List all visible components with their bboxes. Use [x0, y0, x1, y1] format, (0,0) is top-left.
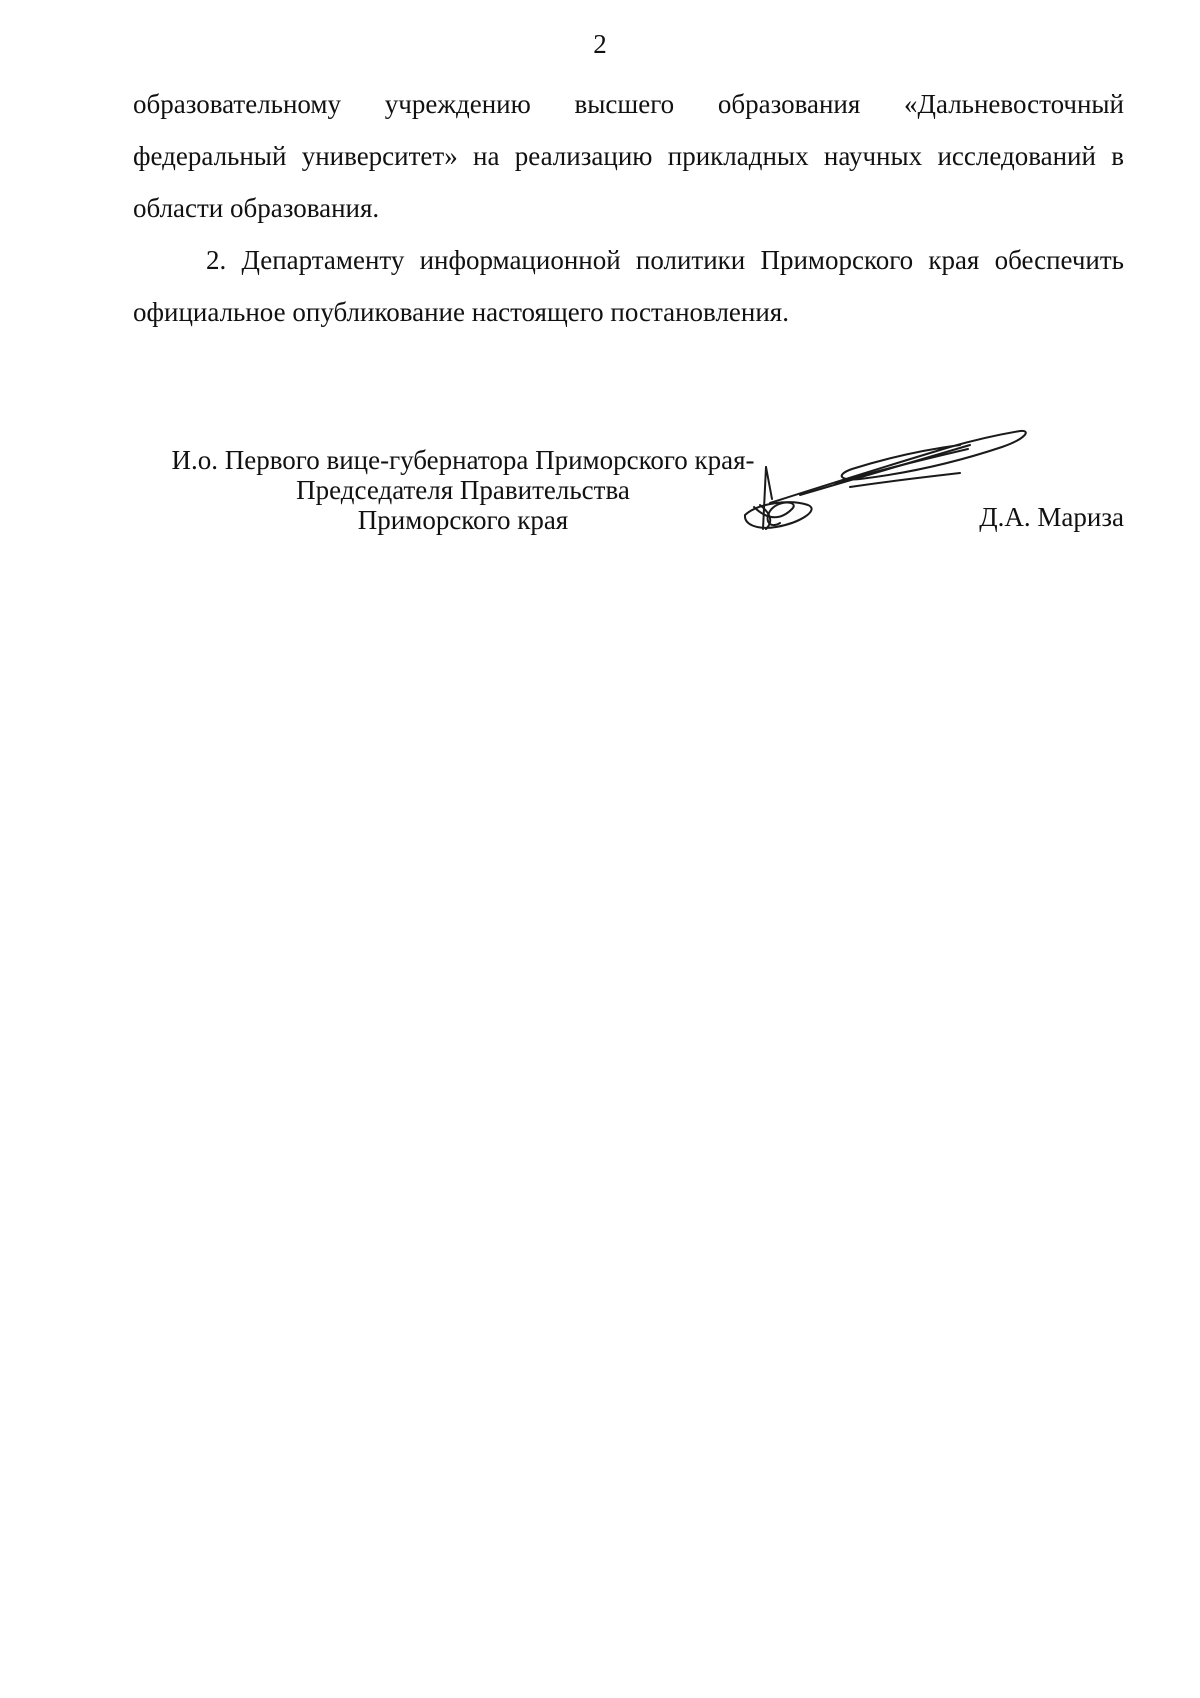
- position-line-2: Председателя Правительства: [296, 475, 630, 505]
- position-line-3: Приморского края: [357, 505, 569, 535]
- page-number: 2: [593, 29, 607, 59]
- document-body: [133, 78, 1124, 338]
- signatory-position: [143, 445, 783, 535]
- signer-name: Д.А. Мариза: [979, 502, 1124, 532]
- position-line-1: И.о. Первого вице-губернатора Приморского края-: [171, 445, 755, 475]
- paragraph-item-2: 2. Департаменту информационной политики Приморского края обеспечить официальное опубликование настоящего постановления.: [133, 245, 1124, 327]
- paragraph-continuation: образовательному учреждению высшего образования «Дальневосточный федеральный университет» на реализацию прикладных научных исследований в области образования.: [133, 89, 1124, 223]
